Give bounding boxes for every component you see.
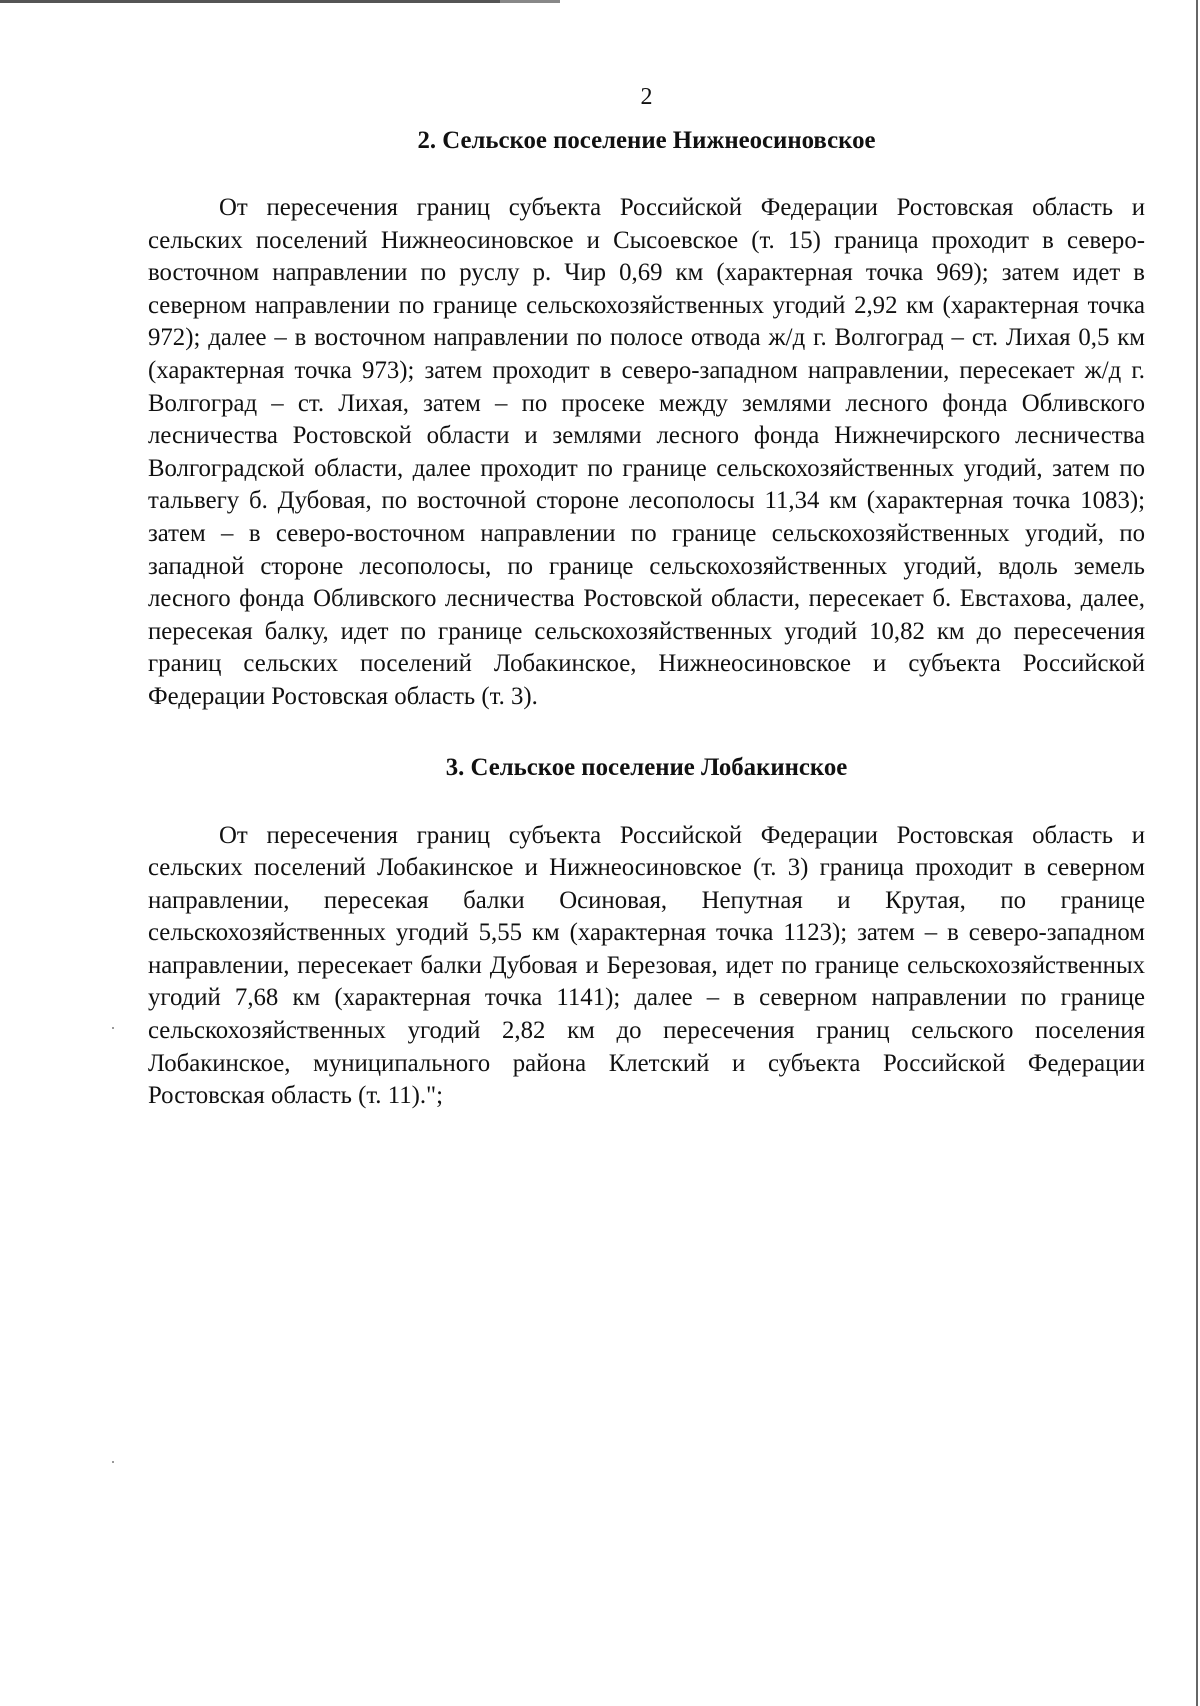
scan-right-edge (1196, 0, 1198, 1706)
section-heading: 2. Сельское поселение Нижнеосиновское (417, 127, 876, 154)
section-paragraph: От пересечения границ субъекта Российской Федерации Ростовская область и сельских поселений Лобакинское и Нижнеосиновское (т. 3) граница проходит в северном направлении, пересекая балки Осиновая, Непутная и Крутая, по границе сельскохозяйственных угодий 5,55 км (характерная точка 1123); затем – в северо-западном направлении, пересекает балки Дубовая и Березовая, идет по границе сельскохозяйственных угодий 7,68 км (характерная точка 1141); далее – в северном направлении по границе сельскохозяйственных угодий 2,82 км до пересечения границ сельского поселения Лобакинское, муниципального района Клетский и субъекта Российской Федерации Ростовская область (т. 11)."; (148, 821, 1145, 1110)
page-number: 2 (640, 84, 653, 110)
document-body (148, 124, 1145, 1113)
scan-top-edge-mark (500, 0, 560, 3)
section-paragraph: От пересечения границ субъекта Российской Федерации Ростовская область и сельских поселений Нижнеосиновское и Сысоевское (т. 15) граница проходит в северо-восточном направлении по руслу р. Чир 0,69 км (характерная точка 969); затем идет в северном направлении по границе сельскохозяйственных угодий 2,92 км (характерная точка 972); далее – в восточном направлении по полосе отвода ж/д г. Волгоград – ст. Лихая 0,5 км (характерная точка 973); затем проходит в северо-западном направлении, пересекает ж/д г. Волгоград – ст. Лихая, затем – по просеке между землями лесного фонда Обливского лесничества Ростовской области и землями лесного фонда Нижнечирского лесничества Волгоградской области, далее проходит по границе сельскохозяйственных угодий, затем по тальвегу б. Дубовая, по восточной стороне лесополосы 11,34 км (характерная точка 1083); затем – в северо-восточном направлении по границе сельскохозяйственных угодий, по западной стороне лесополосы, по границе сельскохозяйственных угодий, вдоль земель лесного фонда Обливского лесничества Ростовской области, пересекает б. Евстахова, далее, пересекая балку, идет по границе сельскохозяйственных угодий 10,82 км до пересечения границ сельских поселений Лобакинское, Нижнеосиновское и субъекта Российской Федерации Ростовская область (т. 3). (148, 194, 1145, 710)
section-heading: 3. Сельское поселение Лобакинское (445, 753, 848, 781)
scan-speck (112, 1027, 114, 1029)
scan-speck (112, 1461, 114, 1463)
scan-top-edge (0, 0, 560, 3)
